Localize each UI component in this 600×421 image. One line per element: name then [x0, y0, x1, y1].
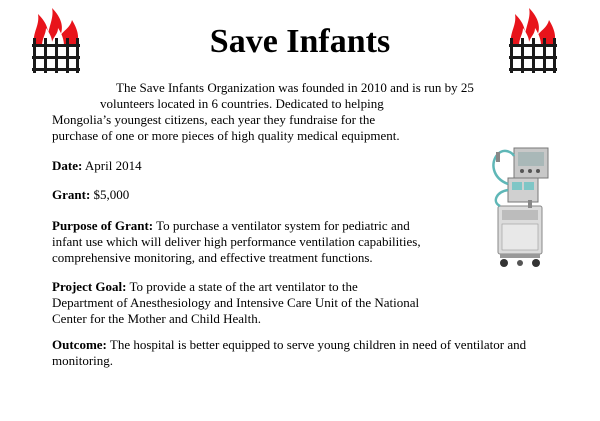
outcome-line: monitoring.: [52, 353, 114, 368]
grant-label: Grant:: [52, 187, 91, 202]
page-title: Save Infants: [209, 23, 391, 60]
date-label: Date:: [52, 158, 83, 173]
purpose-label: Purpose of Grant:: [52, 218, 154, 233]
intro-line: Mongolia’s youngest citizens, each year they fundraise for the: [52, 112, 376, 127]
outcome-label: Outcome:: [52, 337, 107, 352]
intro-paragraph: [52, 80, 474, 144]
outcome-field: [52, 337, 526, 369]
purpose-field: [52, 218, 421, 266]
date-field: [52, 158, 142, 174]
intro-line: The Save Infants Organization was founded in 2010 and is run by 25: [116, 80, 474, 95]
goal-label: Project Goal:: [52, 279, 127, 294]
grant-field: [52, 187, 129, 203]
purpose-line: comprehensive monitoring, and effective treatment functions.: [52, 250, 373, 265]
purpose-line: To purchase a ventilator system for pediatric and: [156, 218, 410, 233]
purpose-line: infant use which will deliver high performance ventilation capabilities,: [52, 234, 421, 249]
outcome-line: The hospital is better equipped to serve young children in need of ventilator and: [109, 337, 527, 352]
ventilator-machine-image: [486, 144, 558, 270]
grant-value: $5,000: [93, 187, 130, 202]
goal-line: Department of Anesthesiology and Intensive Care Unit of the National: [52, 295, 420, 310]
date-value: April 2014: [84, 158, 142, 173]
goal-field: [52, 279, 419, 327]
intro-line: volunteers located in 6 countries. Dedicated to helping: [100, 96, 384, 111]
goal-line: Center for the Mother and Child Health.: [52, 311, 262, 326]
goal-line: To provide a state of the art ventilator to the: [129, 279, 358, 294]
intro-line: purchase of one or more pieces of high quality medical equipment.: [52, 128, 400, 143]
